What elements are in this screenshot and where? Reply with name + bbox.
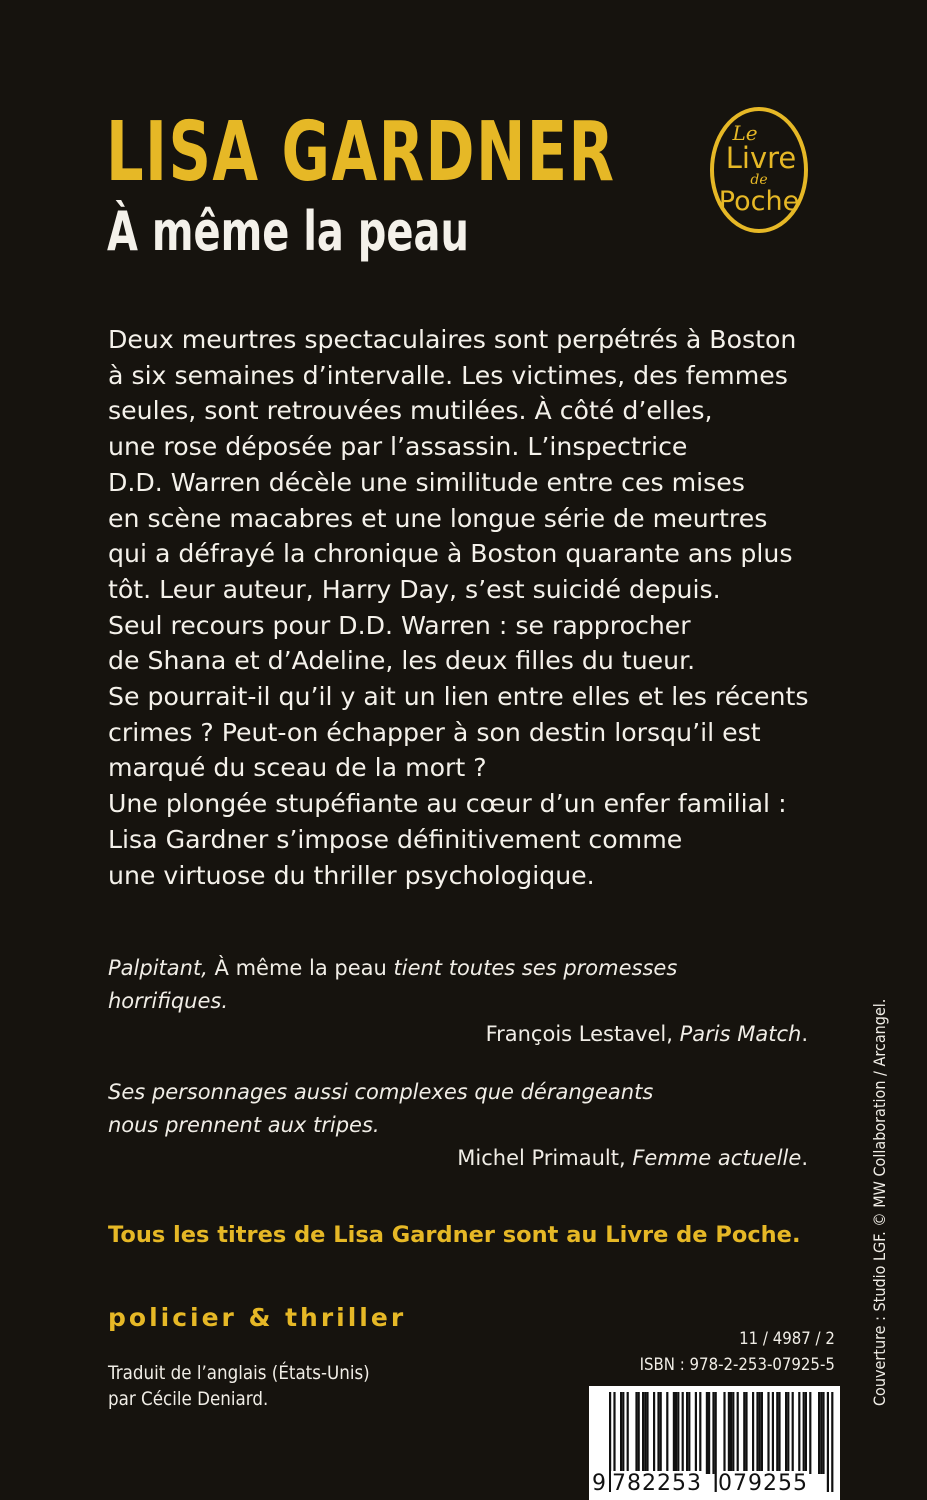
barcode-bar bbox=[745, 1392, 747, 1474]
book-title: À même la peau bbox=[107, 200, 469, 263]
barcode-bar bbox=[756, 1392, 758, 1474]
cover-credit-text: Couverture : Studio LGF. © MW Collaboration / Arcangel. bbox=[870, 998, 889, 1406]
quote-author: Michel Primault, bbox=[457, 1146, 633, 1170]
barcode bbox=[589, 1386, 840, 1500]
barcode-bar bbox=[699, 1392, 701, 1474]
barcode-bar bbox=[706, 1392, 708, 1474]
barcode-bar bbox=[767, 1392, 769, 1474]
cover-credit bbox=[870, 953, 889, 1406]
logo-text-le: Le bbox=[732, 121, 758, 145]
barcode-bar bbox=[787, 1392, 789, 1474]
quote-attribution bbox=[108, 1142, 808, 1175]
translation-line: Traduit de l’anglais (États-Unis) bbox=[108, 1362, 370, 1384]
press-quote-paris-match bbox=[108, 952, 808, 1051]
barcode-bar bbox=[759, 1392, 761, 1474]
barcode-bar bbox=[827, 1392, 829, 1492]
barcode-bar bbox=[695, 1392, 697, 1474]
isbn: ISBN : 978-2-253-07925-5 bbox=[639, 1355, 835, 1375]
synopsis-line: Lisa Gardner s’impose définitivement comme bbox=[108, 824, 683, 854]
quote-punct: . bbox=[801, 1146, 808, 1170]
synopsis bbox=[108, 322, 828, 893]
le-livre-de-poche-logo bbox=[709, 106, 809, 234]
barcode-bar bbox=[805, 1392, 807, 1474]
barcode-bar bbox=[818, 1392, 820, 1474]
synopsis-line: Deux meurtres spectaculaires sont perpétrés à Boston bbox=[108, 325, 797, 354]
barcode-bar bbox=[646, 1392, 648, 1474]
genre-label: policier & thriller bbox=[108, 1303, 407, 1332]
barcode-digits-left: 782253 bbox=[612, 1471, 702, 1496]
translator-line: par Cécile Deniard. bbox=[108, 1388, 269, 1410]
catalog-codes bbox=[640, 1326, 835, 1378]
quote-publication: Paris Match bbox=[679, 1022, 802, 1046]
logo-text-de: de bbox=[750, 172, 768, 188]
barcode-bar bbox=[620, 1392, 622, 1474]
synopsis-line: marqué du sceau de la mort ? bbox=[108, 753, 487, 783]
barcode-digits-right: 079255 bbox=[718, 1471, 808, 1496]
barcode-bar bbox=[675, 1392, 677, 1474]
all-titles-note: Tous les titres de Lisa Gardner sont au Livre de Poche. bbox=[108, 1222, 801, 1248]
logo-text-poche: Poche bbox=[718, 186, 800, 217]
quote-punct: . bbox=[801, 1022, 808, 1046]
barcode-bar bbox=[688, 1392, 690, 1474]
barcode-bar bbox=[622, 1392, 624, 1474]
barcode-bar bbox=[772, 1392, 774, 1474]
logo-text-livre: Livre bbox=[725, 141, 797, 175]
barcode-bar bbox=[708, 1392, 710, 1474]
barcode-bar bbox=[822, 1392, 824, 1474]
barcode-bar bbox=[737, 1392, 739, 1474]
synopsis-line: seules, sont retrouvées mutilées. À côté d’elles, bbox=[108, 396, 713, 426]
translation-credit bbox=[108, 1360, 370, 1412]
barcode-bar bbox=[728, 1392, 730, 1474]
synopsis-line: tôt. Leur auteur, Harry Day, s’est suicidé depuis. bbox=[108, 574, 721, 604]
synopsis-line: une rose déposée par l’assassin. L’inspectrice bbox=[108, 432, 688, 462]
barcode-bar bbox=[761, 1392, 763, 1474]
barcode-bar bbox=[677, 1392, 679, 1474]
synopsis-line: Seul recours pour D.D. Warren : se rapprocher bbox=[108, 610, 691, 640]
barcode-bar bbox=[638, 1392, 640, 1474]
synopsis-line: de Shana et d’Adeline, les deux filles du tueur. bbox=[108, 646, 696, 676]
quote-attribution bbox=[108, 1018, 808, 1051]
barcode-bar bbox=[732, 1392, 734, 1474]
barcode-bar bbox=[776, 1392, 778, 1474]
barcode-bar bbox=[635, 1392, 637, 1474]
barcode-bar bbox=[730, 1392, 732, 1474]
barcode-bar bbox=[682, 1392, 684, 1474]
quote-line: nous prennent aux tripes. bbox=[108, 1113, 380, 1137]
quote-text: tient toutes ses promesses bbox=[393, 956, 678, 980]
synopsis-line: qui a défrayé la chronique à Boston quarante ans plus bbox=[108, 539, 793, 569]
barcode-bar bbox=[798, 1392, 800, 1474]
quote-publication: Femme actuelle bbox=[632, 1146, 802, 1170]
barcode-bar bbox=[712, 1392, 714, 1474]
barcode-bar bbox=[653, 1392, 655, 1474]
quote-book-title: À même la peau bbox=[207, 956, 394, 980]
barcode-bar bbox=[644, 1392, 646, 1474]
barcode-digit-first: 9 bbox=[592, 1471, 606, 1496]
author-name: LISA GARDNER bbox=[106, 105, 616, 200]
barcode-bar bbox=[660, 1392, 662, 1474]
barcode-bar bbox=[752, 1392, 754, 1474]
quote-text: Palpitant, bbox=[108, 956, 208, 980]
barcode-bar bbox=[778, 1392, 780, 1474]
barcode-bar bbox=[673, 1392, 675, 1474]
barcode-bar bbox=[627, 1392, 629, 1474]
quote-line: horrifiques. bbox=[108, 989, 229, 1013]
barcode-bar bbox=[642, 1392, 644, 1474]
barcode-bar bbox=[666, 1392, 668, 1474]
barcode-bar bbox=[686, 1392, 688, 1474]
synopsis-line: une virtuose du thriller psychologique. bbox=[108, 860, 595, 890]
catalog-number: 11 / 4987 / 2 bbox=[739, 1329, 835, 1349]
quote-line bbox=[108, 952, 808, 985]
barcode-bar bbox=[743, 1392, 745, 1474]
barcode-bar bbox=[657, 1392, 659, 1474]
barcode-bar bbox=[820, 1392, 822, 1474]
quote-line: Ses personnages aussi complexes que dérangeants bbox=[108, 1080, 654, 1104]
synopsis-line: crimes ? Peut-on échapper à son destin lorsqu’il est bbox=[108, 717, 761, 747]
quote-author: François Lestavel, bbox=[485, 1022, 680, 1046]
barcode-bar bbox=[831, 1392, 833, 1492]
synopsis-line: D.D. Warren décèle une similitude entre ces mises bbox=[108, 467, 745, 497]
synopsis-line: en scène macabres et une longue série de meurtres bbox=[108, 503, 768, 533]
barcode-bar bbox=[803, 1392, 805, 1474]
synopsis-line: Se pourrait-il qu’il y ait un lien entre elles et les récents bbox=[108, 682, 809, 712]
barcode-bar bbox=[809, 1392, 811, 1474]
barcode-bar bbox=[792, 1392, 794, 1474]
barcode-bar bbox=[785, 1392, 787, 1474]
synopsis-line: à six semaines d’intervalle. Les victimes, des femmes bbox=[108, 360, 788, 390]
synopsis-line: Une plongée stupéfiante au cœur d’un enfer familial : bbox=[108, 789, 787, 819]
press-quote-femme-actuelle bbox=[108, 1076, 808, 1175]
